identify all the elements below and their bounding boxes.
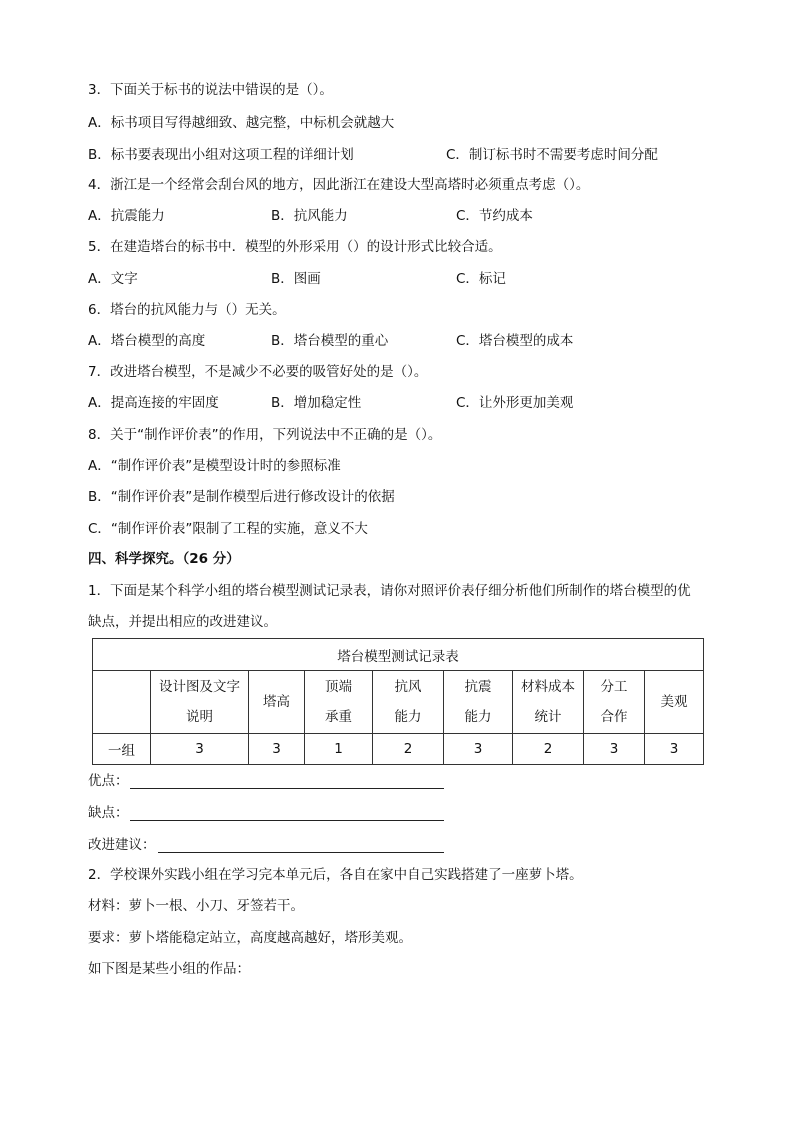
table-header-row <box>93 671 704 734</box>
header-teamwork: 分工 合作 <box>584 671 645 734</box>
table-title: 塔台模型测试记录表 <box>93 639 704 671</box>
score-top-load: 1 <box>305 734 373 765</box>
score-tower-height: 3 <box>249 734 305 765</box>
section-4-q2-materials: 材料：萝卜一根、小刀、牙签若干。 <box>88 898 304 914</box>
score-teamwork: 3 <box>584 734 645 765</box>
question-4-option-b: B．抗风能力 <box>271 208 348 224</box>
question-5-option-a: A．文字 <box>88 271 138 287</box>
section-4-q1-line-2: 缺点，并提出相应的改进建议。 <box>88 614 277 630</box>
score-quake-resistance: 3 <box>444 734 513 765</box>
question-8-stem: 8．关于“制作评价表”的作用，下列说法中不正确的是（）。 <box>88 427 442 443</box>
header-design-drawing: 设计图及文字 说明 <box>151 671 249 734</box>
section-4-q2-requirements: 要求：萝卜塔能稳定站立，高度越高越好，塔形美观。 <box>88 930 412 946</box>
question-4-option-a: A．抗震能力 <box>88 208 165 224</box>
question-3-stem: 3．下面关于标书的说法中错误的是（）。 <box>88 82 333 98</box>
question-5-option-b: B．图画 <box>271 271 321 287</box>
score-appearance: 3 <box>645 734 704 765</box>
tower-test-record-table <box>92 638 704 765</box>
question-7-option-c: C．让外形更加美观 <box>456 395 574 411</box>
score-material-cost: 2 <box>513 734 584 765</box>
header-quake-resistance: 抗震 能力 <box>444 671 513 734</box>
section-4-q2-figure-intro: 如下图是某些小组的作品： <box>88 961 250 977</box>
suggestions-label: 改进建议： <box>88 837 156 853</box>
question-3-option-a: A．标书项目写得越细致、越完整，中标机会就越大 <box>88 115 395 131</box>
question-8-option-b: B．“制作评价表”是制作模型后进行修改设计的依据 <box>88 489 395 505</box>
question-7-option-b: B．增加稳定性 <box>271 395 362 411</box>
suggestions-answer-line[interactable] <box>158 852 444 853</box>
header-material-cost: 材料成本 统计 <box>513 671 584 734</box>
header-wind-resistance: 抗风 能力 <box>373 671 444 734</box>
question-8-option-a: A．“制作评价表”是模型设计时的参照标准 <box>88 458 341 474</box>
header-top-load: 顶端 承重 <box>305 671 373 734</box>
advantages-answer-line[interactable] <box>130 788 444 789</box>
section-4-q1-line-1: 1．下面是某个科学小组的塔台模型测试记录表，请你对照评价表仔细分析他们所制作的塔台模型的优 <box>88 583 691 599</box>
question-7-stem: 7．改进塔台模型，不是减少不必要的吸管好处的是（）。 <box>88 364 428 380</box>
question-6-option-a: A．塔台模型的高度 <box>88 333 206 349</box>
question-6-stem: 6．塔台的抗风能力与（）无关。 <box>88 302 286 318</box>
score-wind-resistance: 2 <box>373 734 444 765</box>
question-3-option-c: C．制订标书时不需要考虑时间分配 <box>446 147 658 163</box>
question-6-option-b: B．塔台模型的重心 <box>271 333 389 349</box>
row-label: 一组 <box>93 734 151 765</box>
question-8-option-c: C．“制作评价表”限制了工程的实施，意义不大 <box>88 521 368 537</box>
question-7-option-a: A．提高连接的牢固度 <box>88 395 219 411</box>
score-design-drawing: 3 <box>151 734 249 765</box>
question-5-stem: 5．在建造塔台的标书中．模型的外形采用（）的设计形式比较合适。 <box>88 239 502 255</box>
table-corner-cell <box>93 671 151 734</box>
header-appearance: 美观 <box>645 671 704 734</box>
header-tower-height: 塔高 <box>249 671 305 734</box>
question-4-option-c: C．节约成本 <box>456 208 533 224</box>
question-3-option-b: B．标书要表现出小组对这项工程的详细计划 <box>88 147 354 163</box>
question-5-option-c: C．标记 <box>456 271 506 287</box>
advantages-label: 优点： <box>88 773 129 789</box>
disadvantages-label: 缺点： <box>88 805 129 821</box>
section-4-heading: 四、科学探究。（26 分） <box>88 551 240 567</box>
section-4-q2-line-1: 2．学校课外实践小组在学习完本单元后，各自在家中自己实践搭建了一座萝卜塔。 <box>88 867 583 883</box>
question-4-stem: 4．浙江是一个经常会刮台风的地方，因此浙江在建设大型高塔时必须重点考虑（）。 <box>88 177 590 193</box>
question-6-option-c: C．塔台模型的成本 <box>456 333 574 349</box>
disadvantages-answer-line[interactable] <box>130 820 444 821</box>
table-row <box>93 734 704 765</box>
